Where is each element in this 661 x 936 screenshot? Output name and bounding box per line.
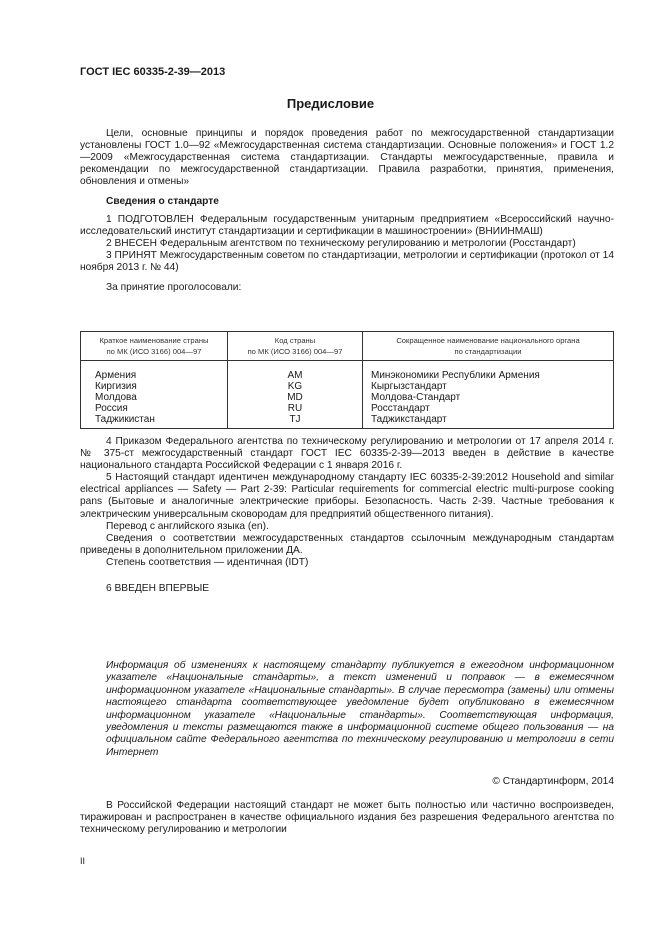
item-3: 3 ПРИНЯТ Межгосударственным советом по стандартизации, метрологии и сертификации (протокол от 14 ноября 2013 г. № 44)	[80, 250, 614, 274]
voted-label: За принятие проголосовали:	[106, 282, 242, 294]
cell-country: Киргизия	[81, 381, 228, 392]
header-country: Краткое наименование страны по МК (ИСО 3166) 004—97	[81, 332, 228, 361]
document-header: ГОСТ IEC 60335-2-39—2013	[80, 66, 226, 78]
section-title: Сведения о стандарте	[106, 196, 219, 207]
cell-body: Кыргызстандарт	[363, 381, 614, 392]
cell-country: Таджикистан	[81, 414, 228, 429]
notice-text: Информация об изменениях к настоящему стандарту публикуется в ежегодном информационном указателе «Национальные стандарты», а текст изменений и поправок — в ежемесячном информационном указателе «Национальные стандарты». В случае пересмотра (замены) или отмены настоящего стандарта соответствующее уведомление будет опубликовано в ежемесячном информационном указателе «Национальные стандарты». Соответствующая информация, уведомления и тексты размещаются также в информационной системе общего пользования — на официальном сайте Федерального агентства по техническому регулированию и метрологии в сети Интернет	[106, 660, 614, 758]
item-1: 1 ПОДГОТОВЛЕН Федеральным государственным унитарным предприятием «Всероссийский научно-исследовательский институт стандартизации и сертификации в машиностроении» (ВНИИНМАШ)	[80, 214, 614, 238]
cell-code: RU	[228, 403, 363, 414]
cell-body: Росстандарт	[363, 403, 614, 414]
cell-code: MD	[228, 392, 363, 403]
cell-body: Молдова-Стандарт	[363, 392, 614, 403]
cell-body: Таджикстандарт	[363, 414, 614, 429]
changes-notice	[106, 660, 614, 759]
header-body: Сокращенное наименование национального органа по стандартизации	[363, 332, 614, 361]
voting-table	[80, 331, 614, 429]
cell-country: Россия	[81, 403, 228, 414]
cell-code: AM	[228, 361, 363, 382]
table-row	[81, 361, 614, 382]
table-row	[81, 392, 614, 403]
final-text: В Российской Федерации настоящий стандарт не может быть полностью или частично воспроизведен, тиражирован и распространен в качестве официального издания без разрешения Федерального агентства по техническому регулированию и метрологии	[80, 800, 614, 836]
intro-text: Цели, основные принципы и порядок проведения работ по межгосударственной стандартизации установлены ГОСТ 1.0—92 «Межгосударственная система стандартизации. Основные положения» и ГОСТ 1.2—2009 «Межгосударственная система стандартизации. Стандарты межгосударственные, правила и рекомендации по межгосударственной стандартизации. Правила разработки, принятия, применения, обновления и отмены»	[80, 128, 614, 188]
table-row	[81, 414, 614, 429]
page-title: Предисловие	[286, 96, 375, 111]
item-2: 2 ВНЕСЕН Федеральным агентством по техническому регулированию и метрологии (Росстандарт)	[106, 238, 576, 250]
item-5-translation: Перевод с английского языка (en).	[106, 520, 269, 532]
table-row	[81, 381, 614, 392]
table-row	[81, 403, 614, 414]
item-5: 5 Настоящий стандарт идентичен международному стандарту IEC 60335-2-39:2012 Household and similar electrical appliances — Safety — Part 2-39: Particular requirements for commercial electric multi-purpose cooking pans (Бытовые и аналогичные электрические приборы. Безопасность. Часть 2-39. Частные требования к электрическим универсальным сковородам для предприятий общественного питания).	[80, 472, 614, 520]
item-6: 6 ВВЕДЕН ВПЕРВЫЕ	[106, 583, 210, 595]
header-code: Код страны по МК (ИСО 3166) 004—97	[228, 332, 363, 361]
page-number: II	[80, 856, 86, 866]
cell-code: KG	[228, 381, 363, 392]
items-block-2	[80, 436, 614, 595]
cell-country: Молдова	[81, 392, 228, 403]
items-block-1	[80, 214, 614, 295]
cell-body: Минэкономики Республики Армения	[363, 361, 614, 382]
copyright: © Стандартинформ, 2014	[492, 776, 614, 787]
cell-code: TJ	[228, 414, 363, 429]
item-5-degree: Степень соответствия — идентичная (IDT)	[106, 556, 309, 568]
cell-country: Армения	[81, 361, 228, 382]
item-4: 4 Приказом Федерального агентства по техническому регулированию и метрологии от 17 апреля 2014 г. № 375-ст межгосударственный стандарт ГОСТ IEC 60335-2-39—2013 введен в действие в качестве национального стандарта Российской Федерации с 1 января 2016 г.	[80, 436, 614, 472]
item-5-references: Сведения о соответствии межгосударственных стандартов ссылочным международным стандартам приведены в дополнительном приложении ДА.	[80, 532, 614, 556]
table-header-row	[81, 332, 614, 361]
intro-paragraph	[80, 128, 614, 188]
reproduction-notice	[80, 800, 614, 836]
